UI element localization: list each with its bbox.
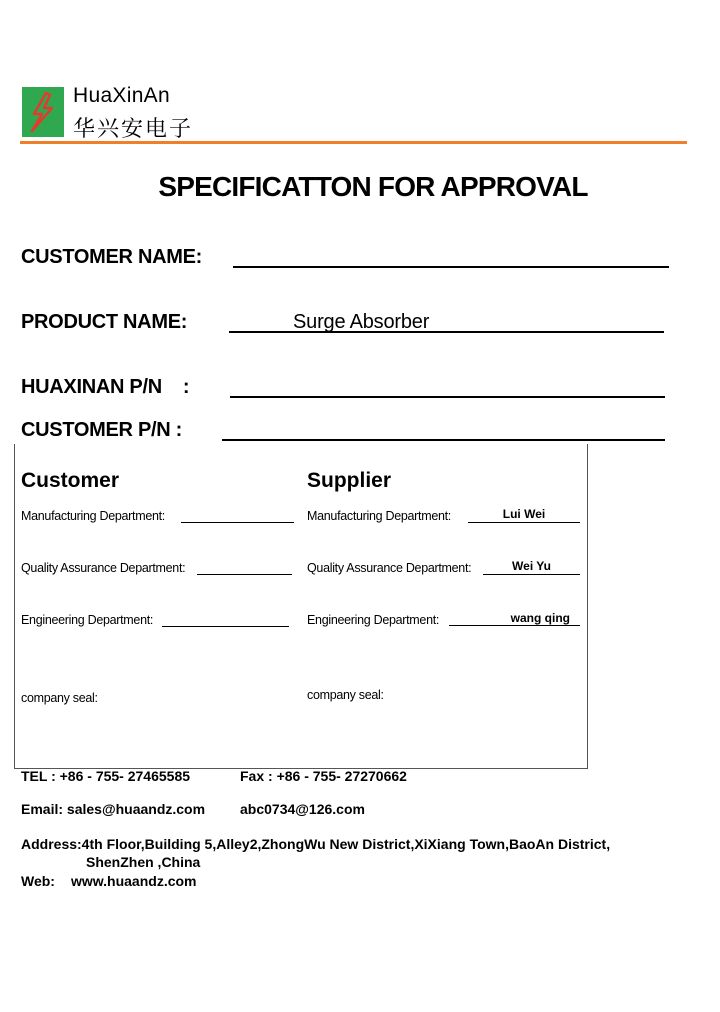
brand-name-chinese: 华兴安电子 (73, 116, 194, 141)
customer-heading: Customer (21, 469, 120, 492)
customer-manufacturing-label: Manufacturing Department: (21, 509, 165, 523)
customer-quality-signature[interactable] (197, 559, 292, 575)
lightning-bolt-icon (22, 87, 64, 137)
customer-engineering-label: Engineering Department: (21, 613, 154, 627)
customer-engineering-signature[interactable] (162, 611, 289, 627)
supplier-engineering-signature[interactable]: wang qing (449, 611, 580, 626)
supplier-company-seal-label: company seal: (307, 688, 384, 702)
customer-manufacturing-signature[interactable] (181, 507, 294, 523)
product-name-field[interactable] (229, 311, 664, 333)
web-label: Web: (21, 873, 55, 889)
supplier-heading: Supplier (307, 469, 392, 492)
fax: Fax : +86 - 755- 27270662 (240, 768, 407, 784)
address-line-1: Address:4th Floor,Building 5,Alley2,ZhongWu New District,XiXiang Town,BaoAn District, (21, 836, 611, 852)
email: Email: sales@huaandz.com (21, 801, 206, 817)
company-logo (22, 87, 64, 137)
customer-company-seal-label: company seal: (21, 691, 98, 705)
email-secondary: abc0734@126.com (240, 801, 365, 817)
product-name-label: PRODUCT NAME: (21, 311, 188, 333)
huaxinan-pn-field[interactable] (230, 376, 665, 398)
brand-name-english: HuaXinAn (73, 84, 170, 107)
header-divider (20, 141, 687, 144)
supplier-engineering-label: Engineering Department: (307, 613, 440, 627)
website-link[interactable]: www.huaandz.com (71, 873, 197, 889)
customer-name-field[interactable] (233, 246, 669, 268)
customer-pn-label: CUSTOMER P/N : (21, 419, 182, 441)
supplier-quality-signature[interactable]: Wei Yu (483, 559, 580, 575)
supplier-quality-label: Quality Assurance Department: (307, 561, 472, 575)
telephone: TEL : +86 - 755- 27465585 (21, 768, 191, 784)
customer-name-label: CUSTOMER NAME: (21, 246, 202, 268)
supplier-manufacturing-signature[interactable]: Lui Wei (468, 507, 580, 523)
address-line-2: ShenZhen ,China (86, 854, 201, 870)
document-title: SPECIFICATTON FOR APPROVAL (158, 171, 588, 202)
customer-pn-field[interactable] (222, 419, 665, 441)
product-name-value: Surge Absorber (293, 311, 430, 333)
customer-quality-label: Quality Assurance Department: (21, 561, 186, 575)
supplier-manufacturing-label: Manufacturing Department: (307, 509, 451, 523)
huaxinan-pn-label: HUAXINAN P/N : (21, 376, 190, 398)
